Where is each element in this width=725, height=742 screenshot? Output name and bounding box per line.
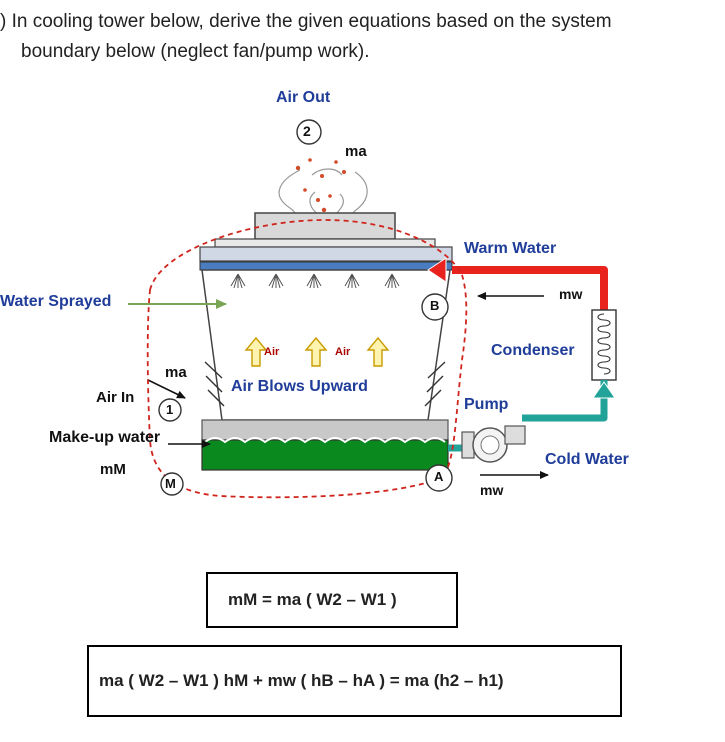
point-a-label: A [434, 469, 444, 484]
question-line-1: ) In cooling tower below, derive the given equations based on the system [0, 11, 612, 32]
warm-water-label: Warm Water [464, 240, 557, 257]
air-right-label: Air [335, 346, 351, 358]
equation-1-text: mM = ma ( W2 – W1 ) [228, 590, 397, 609]
air-in-arrow [148, 380, 185, 398]
air-left-label: Air [264, 346, 280, 358]
equation-mass-balance [206, 572, 458, 628]
equation-energy-balance [87, 645, 622, 717]
makeup-water-label: Make-up water [49, 429, 161, 446]
equation-2-text: ma ( W2 – W1 ) hM + mw ( hB – hA ) = ma (h2 – h1) [99, 671, 504, 690]
ma-top-label: ma [345, 143, 367, 160]
question-line-2: boundary below (neglect fan/pump work). [21, 41, 370, 62]
point-b-label: B [430, 298, 440, 313]
condenser-coil [592, 310, 616, 380]
tower-body [202, 270, 450, 420]
spray-deck [200, 247, 452, 270]
mw-bottom-label: mw [480, 482, 504, 498]
condenser-label: Condenser [491, 342, 575, 359]
fill-pack [202, 420, 448, 440]
mm-label: mM [100, 461, 126, 478]
ma-left-label: ma [165, 364, 187, 381]
vapour-droplets [296, 158, 346, 212]
cold-return-arrowhead [593, 382, 615, 398]
state-2-label: 2 [303, 123, 311, 139]
water-basin [202, 440, 448, 470]
state-1-label: 1 [166, 402, 174, 417]
air-blows-upward-label: Air Blows Upward [231, 378, 368, 395]
pump [462, 426, 525, 462]
point-m-label: M [165, 476, 176, 491]
cold-water-label: Cold Water [545, 451, 629, 468]
water-sprayed-label: Water Sprayed [0, 293, 112, 310]
air-in-label: Air In [96, 389, 135, 406]
pump-label: Pump [464, 396, 509, 413]
air-out-label: Air Out [276, 89, 331, 106]
mw-top-label: mw [559, 286, 583, 302]
